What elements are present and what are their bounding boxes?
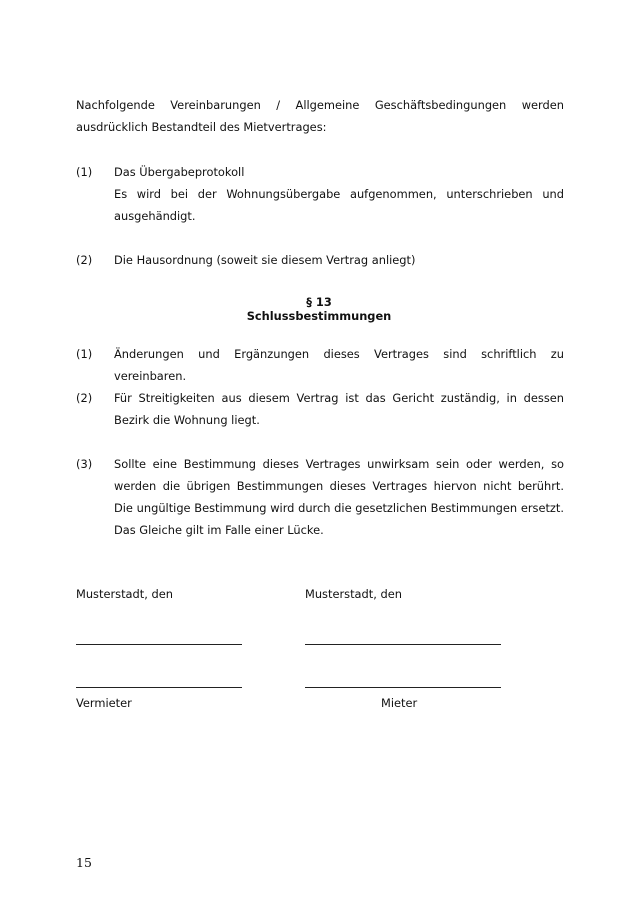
item-number: (1) — [76, 165, 93, 179]
landlord-label: Vermieter — [76, 696, 132, 710]
left-date-line — [76, 644, 242, 645]
left-place-date: Musterstadt, den — [76, 587, 173, 601]
item-title: Das Übergabeprotokoll — [114, 165, 245, 179]
list-item — [76, 343, 564, 387]
item-title: Die Hausordnung (soweit sie diesem Vertrag anliegt) — [114, 253, 416, 267]
right-place-date: Musterstadt, den — [305, 587, 402, 601]
tenant-signature-line — [305, 687, 501, 688]
item-number: (2) — [76, 253, 93, 267]
section-title: Schlussbestimmungen — [246, 309, 392, 323]
item-text: Sollte eine Bestimmung dieses Vertrages unwirksam sein oder werden, so werden die übrigen Bestimmungen dieses Vertrages hiervon nicht berührt. Die ungültige Bestimmung wird durch die gesetzlichen Bestimmungen ersetzt. Das Gleiche gilt im Falle einer Lücke. — [114, 457, 564, 537]
item-number: (2) — [76, 391, 93, 405]
section-number: § 13 — [306, 295, 332, 309]
landlord-signature-line — [76, 687, 242, 688]
item-number: (3) — [76, 457, 93, 471]
item-text: Es wird bei der Wohnungsübergabe aufgenommen, unterschrieben und ausgehändigt. — [114, 187, 564, 223]
item-number: (1) — [76, 347, 93, 361]
list-item — [76, 453, 564, 541]
list-item — [76, 387, 564, 431]
list-item — [76, 249, 564, 271]
item-text: Änderungen und Ergänzungen dieses Vertrages sind schriftlich zu vereinbaren. — [114, 347, 564, 383]
item-text: Für Streitigkeiten aus diesem Vertrag ist das Gericht zuständig, in dessen Bezirk die Wohnung liegt. — [114, 391, 564, 427]
page-number: 15 — [76, 855, 92, 870]
tenant-label: Mieter — [381, 696, 418, 710]
right-date-line — [305, 644, 501, 645]
list-item — [76, 161, 564, 227]
intro-paragraph: Nachfolgende Vereinbarungen / Allgemeine Geschäftsbedingungen werden ausdrücklich Bestandteil des Mietvertrages: — [76, 98, 564, 134]
